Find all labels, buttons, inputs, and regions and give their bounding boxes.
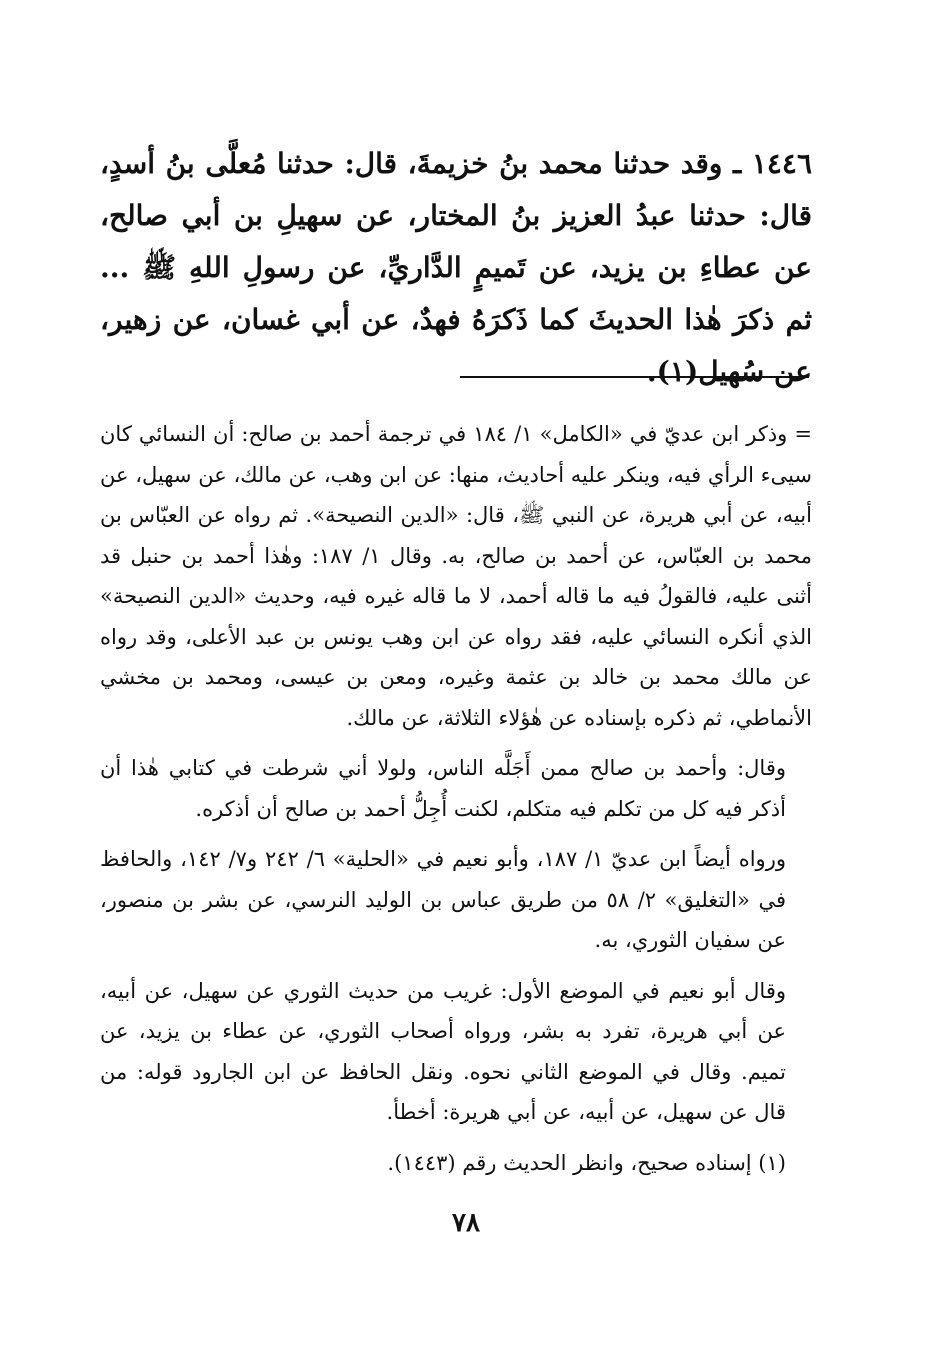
footnote-note-1: (١) إسناده صحيح، وانظر الحديث رقم (١٤٤٣).: [387, 1150, 786, 1175]
footnote-paragraph-1: = وذكر ابن عديّ في «الكامل» ١/ ١٨٤ في ترجمة أحمد بن صالح: أن النسائي كان سيىء الرأي فيه، وينكر عليه أحاديث، منها: عن ابن وهب، عن مالك، عن سهيل، عن أبيه، عن أبي هريرة، عن النبي ﷺ، قال: «الدين النصيحة». ثم رواه عن العبّاس بن محمد بن العبّاس، عن أحمد بن صالح، به. وقال ١/ ١٨٧: وهٰذا أحمد بن حنبل قد أثنى عليه، فالقولُ فيه ما قاله أحمد، لا ما قاله غيره فيه، وحديث «الدين النصيحة» الذي أنكره النسائي عليه، فقد رواه عن ابن وهب يونس بن عبد الأعلى، وقد رواه عن مالك محمد بن خالد بن عثمة وغيره، ومعن بن عيسى، ومحمد بن مخشي الأنماطي، ثم ذكره بإسناده عن هٰؤلاء الثلاثة، عن مالك.: [100, 422, 812, 730]
footnote-paragraph-3: ورواه أيضاً ابن عديّ ١/ ١٨٧، وأبو نعيم في «الحلية» ٦/ ٢٤٢ و٧/ ١٤٢، والحافظ في «التغليق» ٢/ ٥٨ من طريق عباس بن الوليد النرسي، عن بشر بن منصور، عن سفيان الثوري، به.: [100, 847, 786, 952]
footnote-separator-rule: [460, 376, 809, 378]
footnote-paragraph-2: وقال: وأحمد بن صالح ممن أَجَلَّه الناس، ولولا أني شرطت في كتابي هٰذا أن أذكر فيه كل من تكلم فيه متكلم، لكنت أُجِلُّ أحمد بن صالح أن أذكره.: [100, 756, 786, 821]
footnotes-section: [100, 414, 812, 1183]
page-number: ٧٨: [452, 1208, 480, 1238]
main-hadith-text: [100, 138, 812, 398]
footnote-paragraph-4: وقال أبو نعيم في الموضع الأول: غريب من حديث الثوري عن سهيل، عن أبيه، عن أبي هريرة، تفرد به بشر، ورواه أصحاب الثوري، عن عطاء بن يزيد، عن تميم. وقال في الموضع الثاني نحوه. ونقل الحافظ عن ابن الجارود قوله: من قال عن سهيل، عن أبيه، عن أبي هريرة: أخطأ.: [100, 978, 786, 1124]
hadith-paragraph: ١٤٤٦ ـ وقد حدثنا محمد بنُ خزيمةَ، قال: حدثنا مُعلَّى بنُ أسدٍ، قال: حدثنا عبدُ العزيز بنُ المختار، عن سهيلِ بن أبي صالح، عن عطاءِ بن يزيد، عن تَميمٍ الدَّاريِّ، عن رسولِ اللهِ ﷺ ... ثم ذكرَ هٰذا الحديثَ كما ذَكرَهُ فهدٌ، عن أبي غسان، عن زهير، عن سُهيل(١).: [100, 147, 812, 388]
